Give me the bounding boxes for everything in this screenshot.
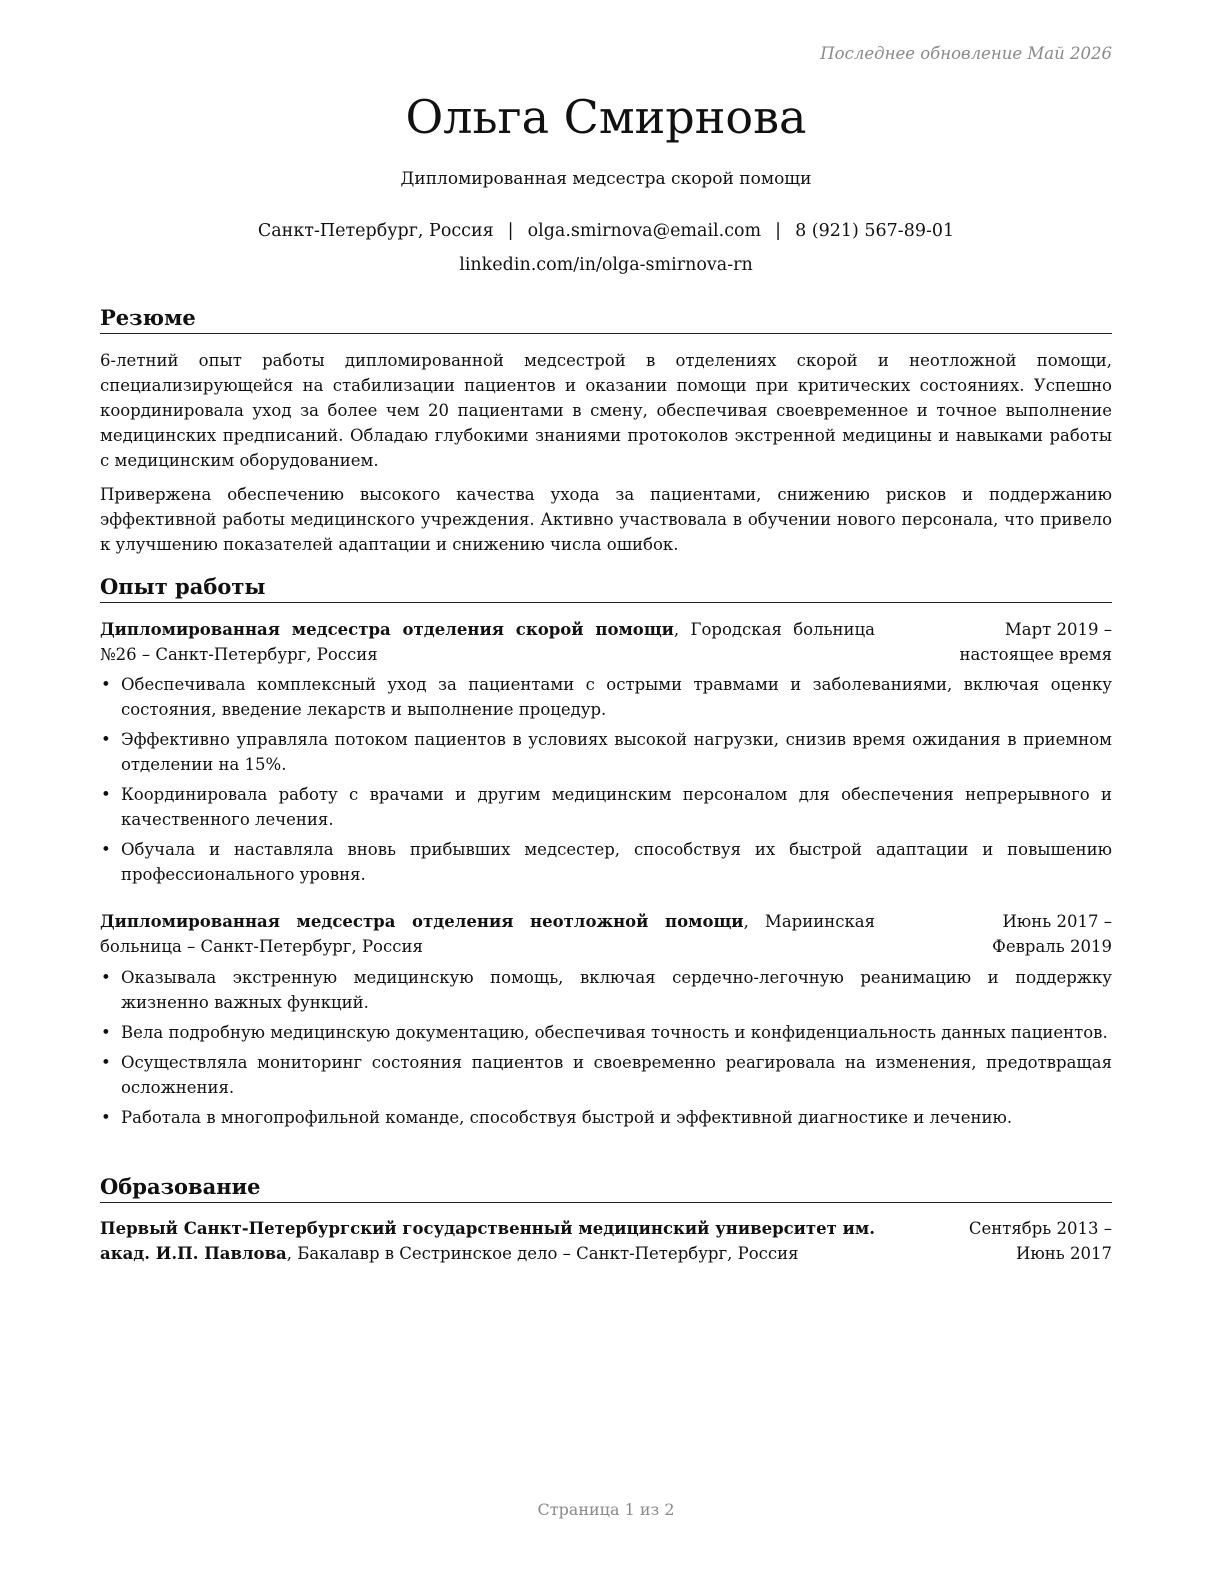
contact-location: Санкт-Петербург, Россия: [257, 221, 494, 241]
bullet-icon: •: [101, 730, 111, 749]
job-position: Дипломированная медсестра отделения неотложной помощи: [100, 912, 744, 931]
summary-paragraph: 6-летний опыт работы дипломированной медсестрой в отделениях скорой и неотложной помощи, специализирующейся на стабилизации пациентов и оказании помощи при критических состояниях. Успешно координировала уход за более чем 20 пациентами в смену, обеспечивая своевременное и точное выполнение медицинских предписаний. Обладаю глубокими знаниями протоколов экстренной медицины и навыками работы с медицинским оборудованием.: [100, 351, 1112, 470]
bullet-icon: •: [101, 840, 111, 859]
education-heading: Образование: [100, 1174, 1112, 1203]
candidate-name: Ольга Смирнова: [405, 90, 807, 144]
experience-heading: Опыт работы: [100, 574, 1112, 603]
list-item: • Координировала работу с врачами и другим медицинским персоналом для обеспечения непрерывного и качественного лечения.: [100, 782, 1112, 832]
bullet-icon: •: [101, 785, 111, 804]
list-item: • Вела подробную медицинскую документацию, обеспечивая точность и конфиденциальность данных пациентов.: [100, 1020, 1112, 1045]
bullet-icon: •: [101, 1108, 111, 1127]
job-bullets: [100, 965, 1112, 1135]
summary-heading: Резюме: [100, 305, 1112, 334]
education-title-line: [100, 1216, 875, 1266]
list-item: • Обучала и наставляла вновь прибывших медсестер, способствуя их быстрой адаптации и повышению профессионального уровня.: [100, 837, 1112, 887]
candidate-title: Дипломированная медсестра скорой помощи: [400, 169, 812, 189]
education-institution: Первый Санкт-Петербургский государственный медицинский университет им. акад. И.П. Павлова: [100, 1219, 875, 1263]
bullet-icon: •: [101, 1023, 111, 1042]
list-item: • Осуществляла мониторинг состояния пациентов и своевременно реагировала на изменения, предотвращая осложнения.: [100, 1050, 1112, 1100]
education-header: [100, 1216, 1112, 1266]
job-title-line: [100, 909, 875, 959]
list-item: • Обеспечивала комплексный уход за пациентами с острыми травмами и заболеваниями, включая оценку состояния, введение лекарств и выполнение процедур.: [100, 672, 1112, 722]
job-header: [100, 909, 1112, 959]
list-item: • Эффективно управляла потоком пациентов в условиях высокой нагрузки, снизив время ожидания в приемном отделении на 15%.: [100, 727, 1112, 777]
resume-page: [100, 0, 1112, 1584]
contact-separator: |: [507, 221, 514, 241]
job-position: Дипломированная медсестра отделения скорой помощи: [100, 620, 674, 639]
linkedin-link[interactable]: linkedin.com/in/olga-smirnova-rn: [459, 255, 753, 275]
job-title-line: [100, 617, 875, 667]
education-details: , Бакалавр в Сестринское дело – Санкт-Петербург, Россия: [286, 1244, 799, 1263]
summary-paragraph: Привержена обеспечению высокого качества ухода за пациентами, снижению рисков и поддержанию эффективной работы медицинского учреждения. Активно участвовала в обучении нового персонала, что привело к улучшению показателей адаптации и снижению числа ошибок.: [100, 485, 1112, 554]
contact-phone[interactable]: 8 (921) 567-89-01: [795, 221, 955, 241]
education-dates: Сентябрь 2013 – Июнь 2017: [968, 1219, 1112, 1263]
page-number: Страница 1 из 2: [537, 1500, 675, 1519]
job-dates: Март 2019 – настоящее время: [959, 620, 1112, 664]
contact-line: [100, 218, 1112, 244]
bullet-icon: •: [101, 968, 111, 987]
job-organization: , Мариинская больница – Санкт-Петербург, Россия: [100, 912, 876, 956]
job-bullets: [100, 672, 1112, 892]
job-dates: Июнь 2017 – Февраль 2019: [992, 912, 1112, 956]
list-item: • Оказывала экстренную медицинскую помощь, включая сердечно-легочную реанимацию и поддержку жизненно важных функций.: [100, 965, 1112, 1015]
bullet-icon: •: [101, 675, 111, 694]
job-organization: , Городская больница №26 – Санкт-Петербург, Россия: [100, 620, 876, 664]
last-updated-note: Последнее обновление Май 2026: [820, 44, 1112, 63]
contact-email[interactable]: olga.smirnova@email.com: [527, 221, 762, 241]
bullet-icon: •: [101, 1053, 111, 1072]
job-header: [100, 617, 1112, 667]
list-item: • Работала в многопрофильной команде, способствуя быстрой и эффективной диагностике и лечению.: [100, 1105, 1112, 1130]
contact-separator: |: [775, 221, 782, 241]
